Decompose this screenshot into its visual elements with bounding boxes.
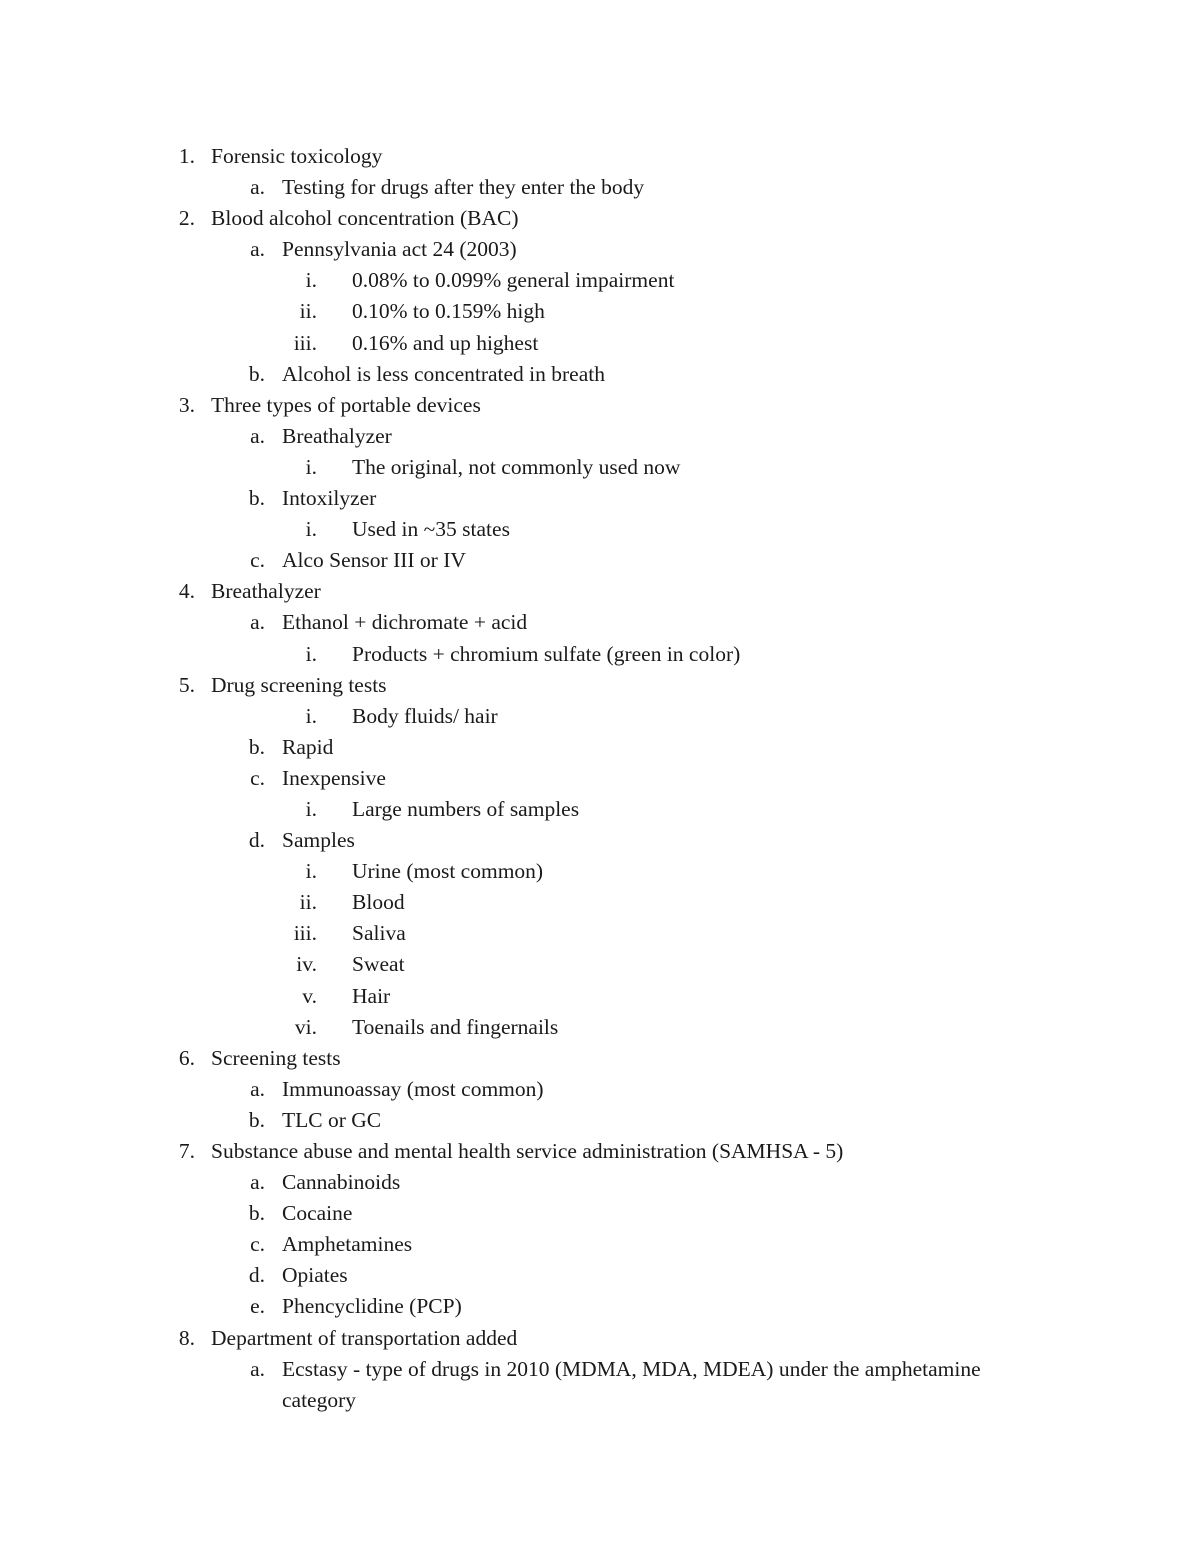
outline-item-level-2 [0, 1354, 1200, 1385]
list-item-text: Products + chromium sulfate (green in color) [352, 641, 741, 666]
list-marker: c. [250, 548, 265, 573]
outline-item-level-3 [0, 1012, 1200, 1043]
list-item-text: Immunoassay (most common) [282, 1076, 544, 1101]
outline-item-level-1 [0, 1043, 1200, 1074]
outline-list [0, 141, 1200, 1416]
list-item-text: Testing for drugs after they enter the body [282, 175, 645, 200]
list-marker: i. [305, 796, 317, 821]
list-item-text: Breathalyzer [282, 423, 392, 448]
list-marker: a. [250, 175, 265, 200]
outline-item-level-2 [0, 1167, 1200, 1198]
list-item-text: category [282, 1387, 357, 1412]
list-item-text: Phencyclidine (PCP) [282, 1294, 462, 1319]
list-marker: iii. [293, 330, 317, 355]
list-item-text: Urine (most common) [352, 859, 544, 884]
list-marker: i. [305, 859, 317, 884]
list-marker: i. [305, 641, 317, 666]
list-marker: 2. [178, 206, 195, 231]
list-marker: a. [250, 1356, 265, 1381]
list-marker: 8. [178, 1325, 195, 1350]
list-marker: b. [248, 486, 265, 511]
list-marker: e. [250, 1294, 265, 1319]
outline-item-level-2 [0, 763, 1200, 794]
list-marker: a. [250, 1076, 265, 1101]
list-item-text: Rapid [282, 734, 334, 759]
list-item-text: Toenails and fingernails [352, 1014, 559, 1039]
list-marker: v. [302, 983, 317, 1008]
outline-item-level-2 [0, 421, 1200, 452]
outline-item-continuation [0, 1385, 1200, 1416]
list-marker: d. [248, 1263, 265, 1288]
list-marker: 7. [178, 1139, 195, 1163]
outline-item-level-2 [0, 607, 1200, 638]
outline-item-level-3 [0, 639, 1200, 670]
list-item-text: Cannabinoids [282, 1170, 401, 1195]
list-item-text: Ecstasy - type of drugs in 2010 (MDMA, MDA, MDEA) under the amphetamine [282, 1356, 981, 1381]
list-item-text: Cocaine [282, 1201, 353, 1226]
outline-item-level-1 [0, 141, 1200, 172]
outline-item-level-1 [0, 390, 1200, 421]
outline-item-level-2 [0, 1260, 1200, 1291]
outline-item-level-2 [0, 1291, 1200, 1322]
list-marker: i. [305, 517, 317, 542]
outline-item-level-1 [0, 1323, 1200, 1354]
list-item-text: TLC or GC [282, 1107, 382, 1132]
list-item-text: Department of transportation added [211, 1325, 518, 1350]
outline-item-level-3 [0, 981, 1200, 1012]
list-marker: b. [248, 1201, 265, 1226]
list-marker: 4. [178, 579, 195, 604]
list-marker: 5. [178, 672, 195, 697]
list-item-text: Alcohol is less concentrated in breath [282, 361, 605, 386]
list-item-text: 0.10% to 0.159% high [352, 299, 545, 324]
outline-item-level-3 [0, 265, 1200, 296]
list-marker: 6. [178, 1045, 195, 1070]
list-marker: a. [250, 1170, 265, 1195]
list-item-text: Three types of portable devices [211, 392, 481, 417]
outline-item-level-2 [0, 1198, 1200, 1229]
list-marker: a. [250, 423, 265, 448]
list-item-text: Large numbers of samples [352, 796, 580, 821]
list-item-text: Substance abuse and mental health service administration (SAMHSA - 5) [211, 1139, 844, 1163]
outline-item-level-3 [0, 887, 1200, 918]
outline-item-level-2 [0, 1105, 1200, 1136]
outline-item-level-3 [0, 918, 1200, 949]
list-marker: iii. [293, 921, 317, 946]
list-marker: i. [305, 703, 317, 728]
list-item-text: Intoxilyzer [282, 486, 377, 511]
list-item-text: 0.08% to 0.099% general impairment [352, 268, 675, 293]
list-marker: b. [248, 734, 265, 759]
list-item-text: Opiates [282, 1263, 348, 1288]
list-item-text: Body fluids/ hair [352, 703, 498, 728]
list-item-text: Sweat [352, 952, 405, 977]
list-marker: d. [248, 828, 265, 853]
outline-item-level-1 [0, 576, 1200, 607]
list-marker: iv. [296, 952, 317, 977]
outline-item-level-2 [0, 172, 1200, 203]
outline-item-level-1 [0, 670, 1200, 701]
list-item-text: 0.16% and up highest [352, 330, 539, 355]
list-marker: ii. [299, 890, 317, 915]
list-item-text: Ethanol + dichromate + acid [282, 610, 528, 635]
list-item-text: The original, not commonly used now [352, 454, 681, 479]
outline-item-level-2 [0, 1074, 1200, 1105]
list-marker: c. [250, 765, 265, 790]
outline-item-level-3 [0, 328, 1200, 359]
list-item-text: Forensic toxicology [211, 144, 383, 168]
list-item-text: Drug screening tests [211, 672, 387, 697]
outline-item-level-2 [0, 234, 1200, 265]
list-marker: ii. [299, 299, 317, 324]
outline-item-level-2 [0, 545, 1200, 576]
outline-item-level-2 [0, 732, 1200, 763]
list-item-text: Hair [352, 983, 391, 1008]
list-marker: b. [248, 1107, 265, 1132]
list-item-text: Blood alcohol concentration (BAC) [211, 206, 519, 231]
list-item-text: Alco Sensor III or IV [282, 548, 466, 573]
list-marker: c. [250, 1232, 265, 1257]
list-item-text: Pennsylvania act 24 (2003) [282, 237, 517, 262]
outline-item-level-3 [0, 514, 1200, 545]
outline-item-level-2 [0, 825, 1200, 856]
list-marker: vi. [294, 1014, 317, 1039]
list-item-text: Blood [352, 890, 405, 915]
outline-item-level-2 [0, 483, 1200, 514]
outline-item-level-3 [0, 794, 1200, 825]
list-marker: b. [248, 361, 265, 386]
outline-item-level-3 [0, 296, 1200, 327]
list-item-text: Breathalyzer [211, 579, 321, 604]
list-marker: 1. [178, 144, 195, 168]
outline-item-level-2 [0, 359, 1200, 390]
list-marker: i. [305, 454, 317, 479]
outline-item-level-2 [0, 1229, 1200, 1260]
list-marker: 3. [178, 392, 195, 417]
list-marker: i. [305, 268, 317, 293]
list-item-text: Used in ~35 states [352, 517, 510, 542]
list-item-text: Amphetamines [282, 1232, 413, 1257]
list-item-text: Saliva [352, 921, 406, 946]
list-marker: a. [250, 610, 265, 635]
list-item-text: Inexpensive [282, 765, 386, 790]
outline-item-level-3 [0, 701, 1200, 732]
outline-item-level-3 [0, 856, 1200, 887]
outline-item-level-3 [0, 452, 1200, 483]
outline-item-level-3 [0, 949, 1200, 980]
list-item-text: Screening tests [211, 1045, 341, 1070]
list-item-text: Samples [282, 828, 355, 853]
outline-item-level-1 [0, 203, 1200, 234]
outline-item-level-1 [0, 1136, 1200, 1167]
list-marker: a. [250, 237, 265, 262]
